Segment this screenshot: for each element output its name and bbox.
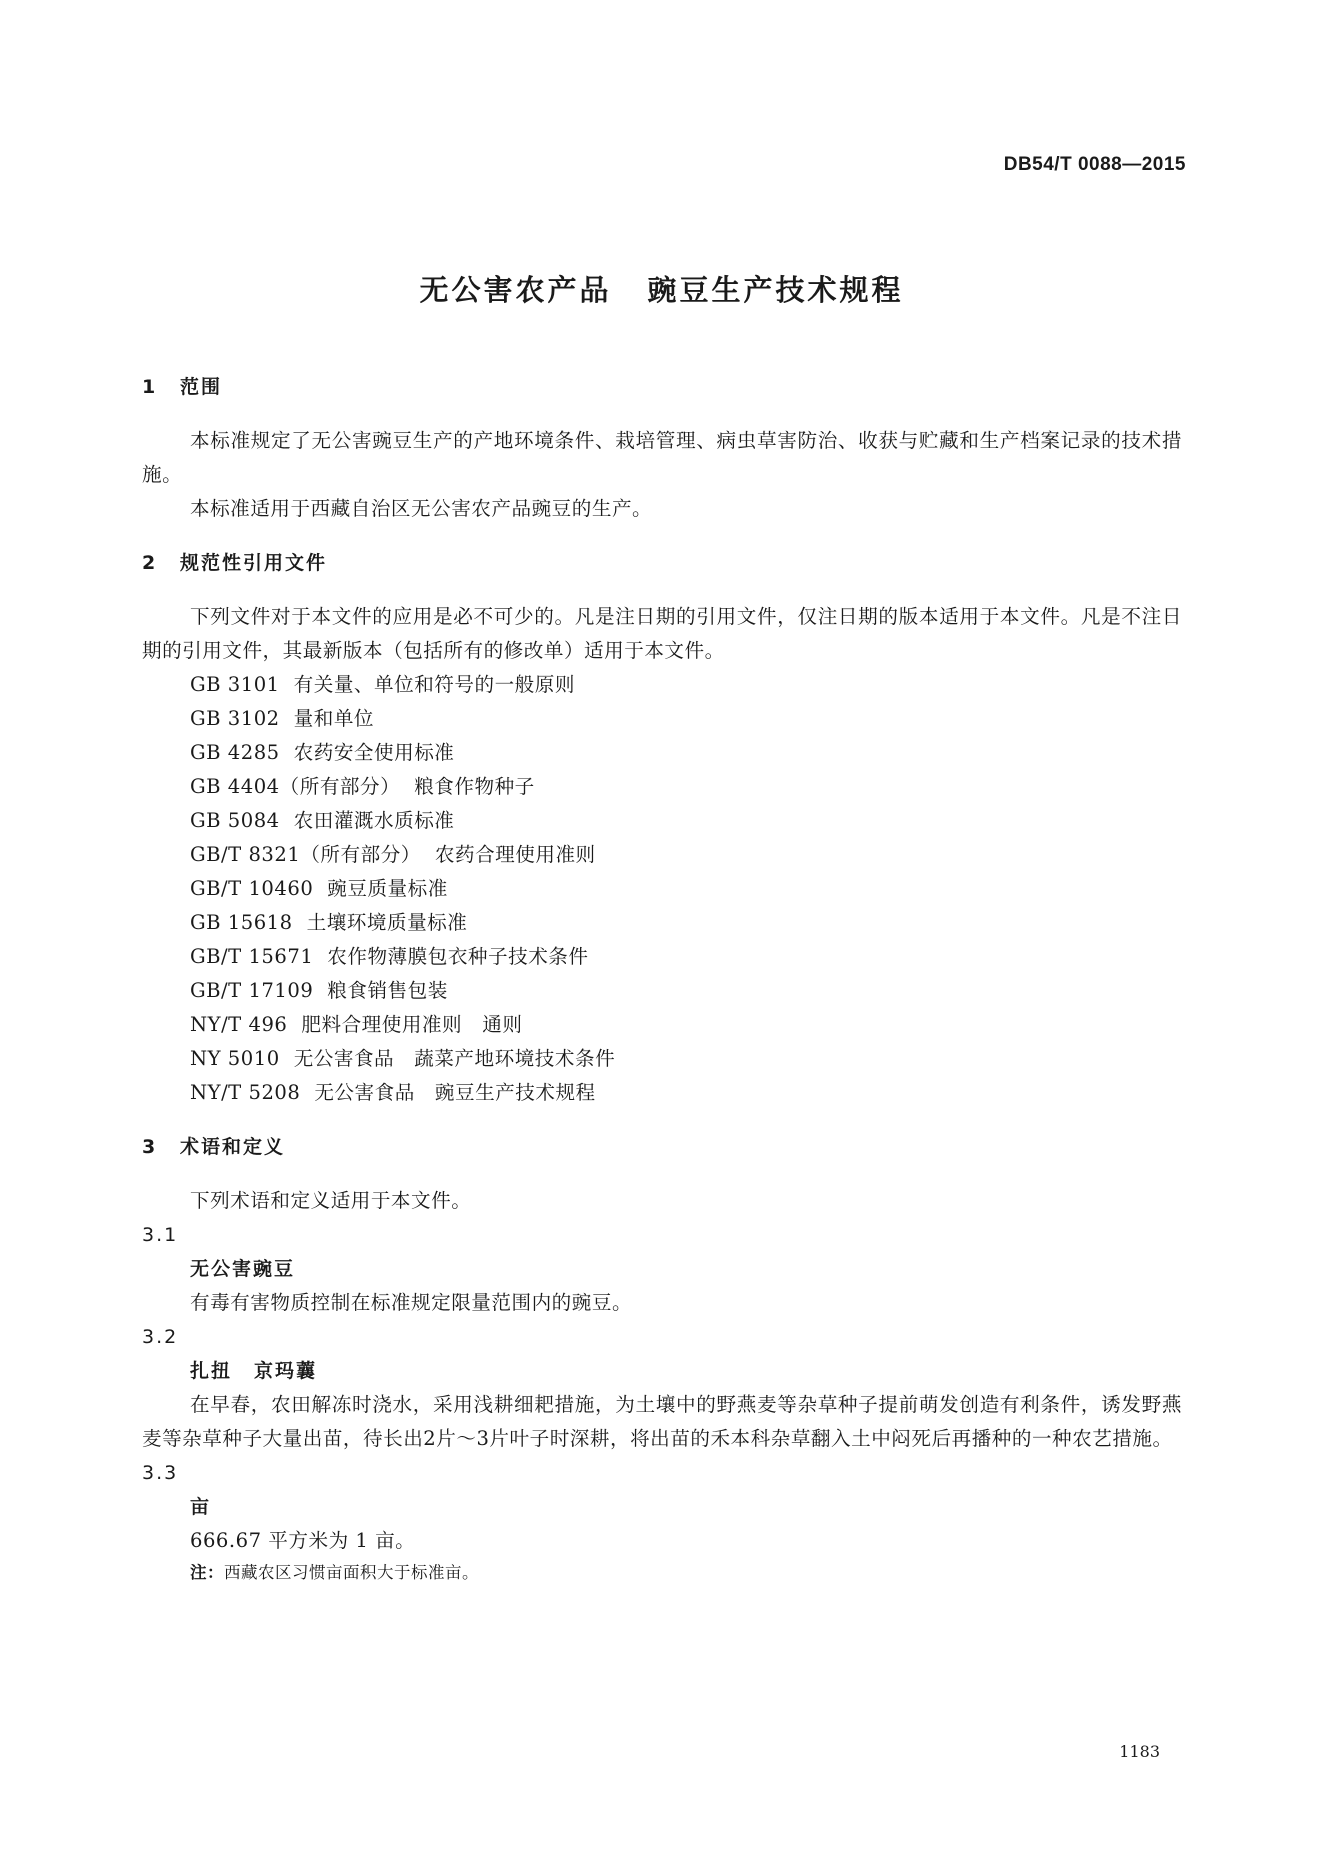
reference-title: 农田灌溉水质标准: [293, 809, 455, 832]
standard-code: DB54/T 0088—2015: [1003, 154, 1186, 175]
reference-item: [142, 702, 1182, 736]
reference-item: [142, 1076, 1182, 1110]
document-title: [0, 268, 1323, 309]
paragraph: 本标准适用于西藏自治区无公害农产品豌豆的生产。: [190, 497, 653, 520]
term-definition: 在早春，农田解冻时浇水，采用浅耕细耙措施，为土壤中的野燕麦等杂草种子提前萌发创造有利条件，诱发野燕麦等杂草种子大量出苗，待长出2片～3片叶子时深耕，将出苗的禾本科杂草翻入土中闷死后再播种的一种农艺措施。: [142, 1393, 1182, 1450]
term-definition: 666.67 平方米为 1 亩。: [190, 1529, 416, 1552]
term-definition: 有毒有害物质控制在标准规定限量范围内的豌豆。: [190, 1291, 633, 1314]
reference-item: [142, 804, 1182, 838]
section-title: 规范性引用文件: [180, 552, 328, 574]
reference-item: [142, 838, 1182, 872]
reference-title: 农药合理使用准则: [434, 843, 596, 866]
reference-item: [142, 906, 1182, 940]
reference-title: 肥料合理使用准则 通则: [301, 1013, 523, 1036]
reference-code: NY 5010: [190, 1047, 280, 1070]
section-number: 2: [142, 552, 158, 574]
section-heading-terms-definitions: [142, 1130, 1182, 1164]
reference-code: GB 4285: [190, 741, 280, 764]
reference-title: 粮食销售包装: [327, 979, 448, 1002]
reference-title: 农药安全使用标准: [293, 741, 455, 764]
term-name: [142, 1252, 1182, 1286]
reference-code: NY/T 5208: [190, 1081, 301, 1104]
section-title: 范围: [180, 376, 223, 398]
reference-code: GB/T 10460: [190, 877, 314, 900]
title-part-2: 豌豆生产技术规程: [647, 273, 904, 307]
paragraph: 下列术语和定义适用于本文件。: [190, 1189, 472, 1212]
term-name-primary: 无公害豌豆: [190, 1258, 296, 1280]
note-label: 注：: [190, 1563, 224, 1582]
reference-list: [142, 668, 1182, 1110]
reference-title: 农作物薄膜包衣种子技术条件: [327, 945, 589, 968]
reference-code: GB/T 17109: [190, 979, 314, 1002]
term-name: [142, 1490, 1182, 1524]
reference-title: 有关量、单位和符号的一般原则: [293, 673, 575, 696]
reference-title: 量和单位: [293, 707, 375, 730]
reference-item: [142, 1008, 1182, 1042]
reference-code: GB 3102: [190, 707, 280, 730]
section-heading-scope: [142, 370, 1182, 404]
reference-item: [142, 770, 1182, 804]
term-number: 3.3: [142, 1462, 179, 1484]
term-name: [142, 1354, 1182, 1388]
section-number: 3: [142, 1136, 158, 1158]
reference-item: [142, 974, 1182, 1008]
term-name-primary: 亩: [190, 1496, 212, 1518]
section-heading-normative-references: [142, 546, 1182, 580]
reference-code: GB 5084: [190, 809, 280, 832]
reference-item: [142, 736, 1182, 770]
term-number: 3.1: [142, 1224, 179, 1246]
reference-title: 无公害食品 豌豆生产技术规程: [314, 1081, 596, 1104]
note-text: 西藏农区习惯亩面积大于标准亩。: [224, 1563, 479, 1582]
reference-code: GB 3101: [190, 673, 280, 696]
term-name-primary: 扎扭: [190, 1360, 233, 1382]
page-number: 1183: [1119, 1742, 1160, 1761]
reference-code: GB/T 8321（所有部分）: [190, 843, 421, 866]
reference-item: [142, 872, 1182, 906]
title-part-1: 无公害农产品: [419, 273, 612, 307]
reference-title: 粮食作物种子: [414, 775, 535, 798]
reference-code: GB 15618: [190, 911, 293, 934]
paragraph: 本标准规定了无公害豌豆生产的产地环境条件、栽培管理、病虫草害防治、收获与贮藏和生产档案记录的技术措施。: [142, 429, 1182, 486]
reference-title: 土壤环境质量标准: [306, 911, 468, 934]
reference-code: GB/T 15671: [190, 945, 314, 968]
term-name-tibetan: 京玛蘘: [254, 1360, 318, 1382]
reference-item: [142, 940, 1182, 974]
reference-code: NY/T 496: [190, 1013, 288, 1036]
reference-title: 豌豆质量标准: [327, 877, 448, 900]
reference-code: GB 4404（所有部分）: [190, 775, 401, 798]
section-title: 术语和定义: [180, 1136, 286, 1158]
section-number: 1: [142, 376, 158, 398]
paragraph: 下列文件对于本文件的应用是必不可少的。凡是注日期的引用文件，仅注日期的版本适用于本文件。凡是不注日期的引用文件，其最新版本（包括所有的修改单）适用于本文件。: [142, 605, 1182, 662]
term-number: 3.2: [142, 1326, 179, 1348]
reference-item: [142, 668, 1182, 702]
reference-title: 无公害食品 蔬菜产地环境技术条件: [293, 1047, 616, 1070]
term-note: [142, 1558, 1182, 1588]
reference-item: [142, 1042, 1182, 1076]
document-body: [142, 370, 1182, 1588]
